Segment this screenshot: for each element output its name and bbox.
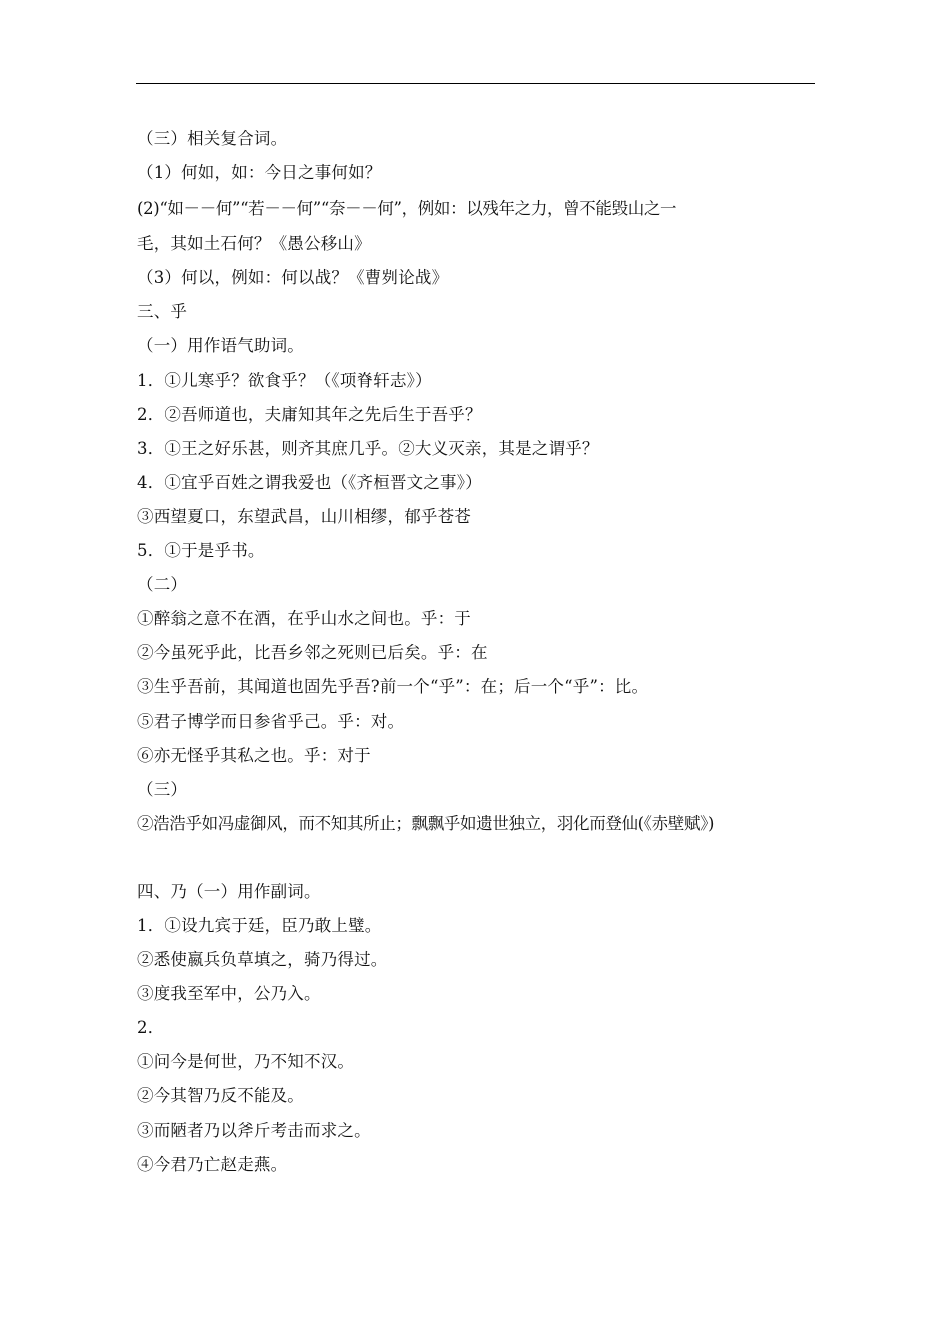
section-heading-3: 三、乎 bbox=[137, 302, 188, 322]
text-line-13: 5．①于是乎书。 bbox=[137, 541, 265, 561]
document-body bbox=[137, 122, 817, 1182]
text-line-16: ②今虽死乎此，比吾乡邻之死则已后矣。乎：在 bbox=[137, 643, 488, 663]
text-line-28: ②今其智乃反不能及。 bbox=[137, 1086, 304, 1106]
header-rule bbox=[136, 83, 815, 84]
section-heading-4: 四、乃（一）用作副词。 bbox=[137, 881, 321, 901]
text-line-3: (2)“如－－何”“若－－何”“奈－－何”，例如：以残年之力，曾不能毁山之一 bbox=[137, 199, 677, 219]
text-line-15: ①醉翁之意不在酒，在乎山水之间也。乎：于 bbox=[137, 609, 471, 629]
blank-line bbox=[137, 841, 817, 875]
text-line-29: ③而陋者乃以斧斤考击而求之。 bbox=[137, 1120, 371, 1140]
text-line-20: （三） bbox=[137, 779, 188, 799]
text-line-21: ②浩浩乎如冯虚御风，而不知其所止；飘飘乎如遗世独立，羽化而登仙(《赤壁赋》) bbox=[137, 813, 715, 833]
text-line-27: ①问今是何世，乃不知不汉。 bbox=[137, 1052, 355, 1072]
text-line-19: ⑥亦无怪乎其私之也。乎：对于 bbox=[137, 745, 371, 765]
text-line-1: （三）相关复合词。 bbox=[137, 129, 288, 148]
text-line-24: ②悉使嬴兵负草填之，骑乃得过。 bbox=[137, 950, 388, 970]
text-line-18: ⑤君子博学而日参省乎己。乎：对。 bbox=[137, 711, 405, 731]
text-line-9: 2．②吾师道也，夫庸知其年之先后生于吾乎？ bbox=[137, 404, 482, 424]
text-line-2: （1）何如，如：今日之事何如？ bbox=[137, 163, 382, 183]
text-line-30: ④今君乃亡赵走燕。 bbox=[137, 1154, 288, 1174]
text-line-14: （二） bbox=[137, 575, 188, 595]
text-line-8: 1．①儿寒乎？欲食乎？（《项脊轩志》） bbox=[137, 370, 432, 390]
text-line-25: ③度我至军中，公乃入。 bbox=[137, 984, 321, 1004]
text-line-4: 毛，其如土石何？《愚公移山》 bbox=[137, 234, 371, 254]
text-line-7: （一）用作语气助词。 bbox=[137, 336, 304, 356]
text-line-11: 4．①宜乎百姓之谓我爱也（《齐桓晋文之事》） bbox=[137, 472, 482, 492]
text-line-26: 2． bbox=[137, 1018, 165, 1038]
text-line-10: 3．①王之好乐甚，则齐其庶几乎。②大义灭亲，其是之谓乎？ bbox=[137, 438, 599, 458]
text-line-5: （3）何以，例如：何以战？《曹刿论战》 bbox=[137, 268, 449, 288]
text-line-12: ③西望夏口，东望武昌，山川相缪，郁乎苍苍 bbox=[137, 506, 471, 526]
text-line-17: ③生乎吾前，其闻道也固先乎吾?前一个“乎”：在；后一个“乎”：比。 bbox=[137, 677, 649, 697]
text-line-23: 1．①设九宾于廷，臣乃敢上璧。 bbox=[137, 915, 382, 935]
